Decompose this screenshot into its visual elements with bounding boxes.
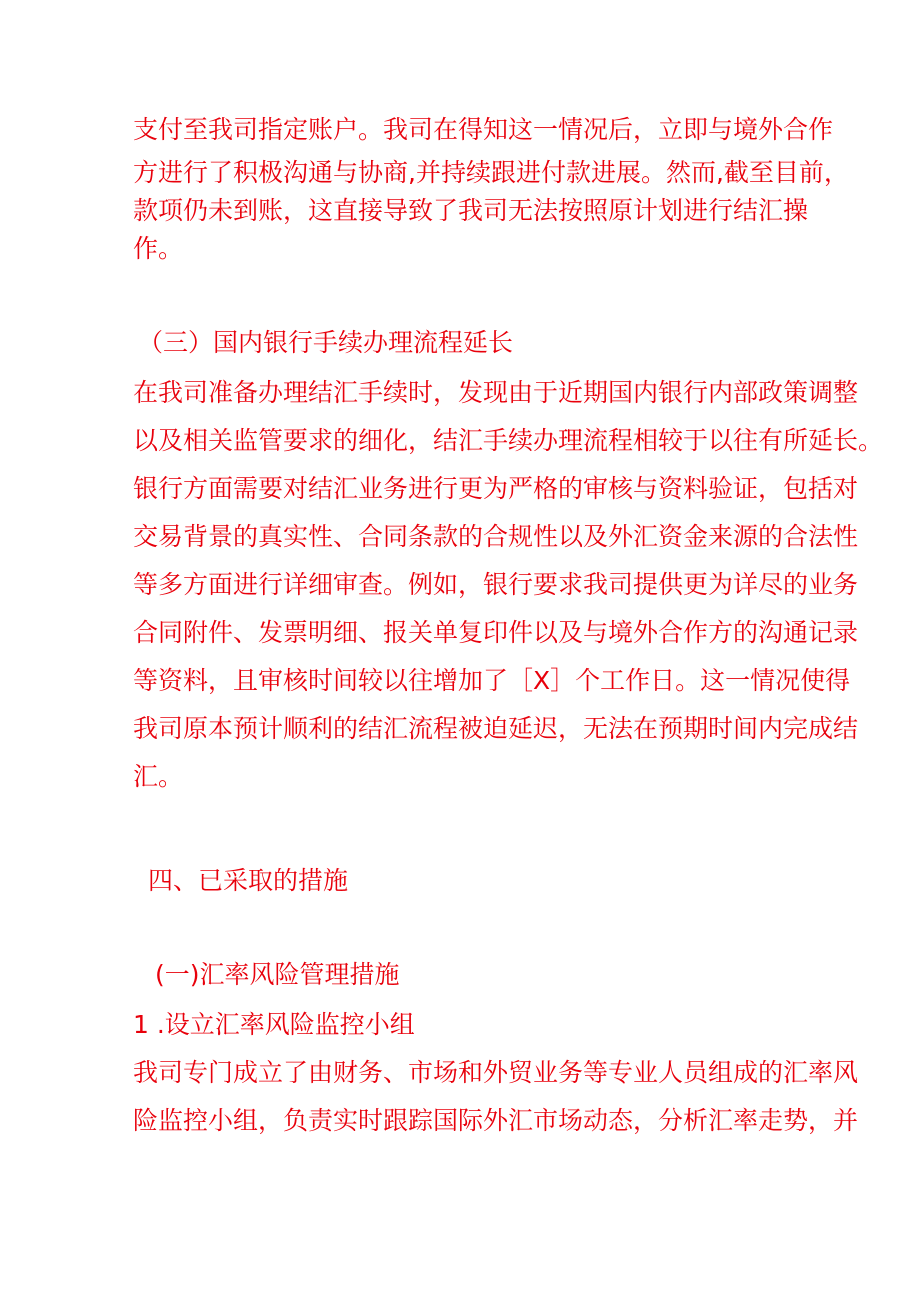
paragraph-line: 方进行了积极沟通与协商,并持续跟进付款进展。然而,截至目前， [133, 158, 849, 187]
item-heading: 1 .设立汇率风险监控小组 [133, 1010, 415, 1039]
section-heading-4: 四、已采取的措施 [148, 866, 349, 895]
paragraph-line: 作。 [133, 234, 184, 263]
paragraph-line: 交易背景的真实性、合同条款的合规性以及外汇资金来源的合法性 [133, 522, 859, 551]
paragraph-line: 等多方面进行详细审查。例如，银行要求我司提供更为详尽的业务 [133, 570, 859, 599]
paragraph-line: 我司专门成立了由财务、市场和外贸业务等专业人员组成的汇率风 [133, 1058, 859, 1087]
paragraph-line: 以及相关监管要求的细化，结汇手续办理流程相较于以往有所延长。 [133, 426, 884, 455]
paragraph-line: 在我司准备办理结汇手续时，发现由于近期国内银行内部政策调整 [133, 378, 859, 407]
paragraph-line: 等资料，且审核时间较以往增加了［X］个工作日。这一情况使得 [133, 666, 851, 695]
paragraph-line: 险监控小组，负责实时跟踪国际外汇市场动态，分析汇率走势，并 [133, 1106, 859, 1135]
section-heading-3: （三）国内银行手续办理流程延长 [138, 328, 514, 357]
paragraph-line: 合同附件、发票明细、报关单复印件以及与境外合作方的沟通记录 [133, 618, 859, 647]
paragraph-line: 支付至我司指定账户。我司在得知这一情况后，立即与境外合作 [133, 115, 834, 144]
paragraph-line: 汇。 [133, 762, 184, 791]
paragraph-line: 银行方面需要对结汇业务进行更为严格的审核与资料验证，包括对 [133, 474, 859, 503]
paragraph-line: 我司原本预计顺利的结汇流程被迫延迟，无法在预期时间内完成结 [133, 714, 859, 743]
subsection-heading: (一)汇率风险管理措施 [155, 960, 400, 989]
paragraph-line: 款项仍未到账，这直接导致了我司无法按照原计划进行结汇操 [133, 196, 809, 225]
